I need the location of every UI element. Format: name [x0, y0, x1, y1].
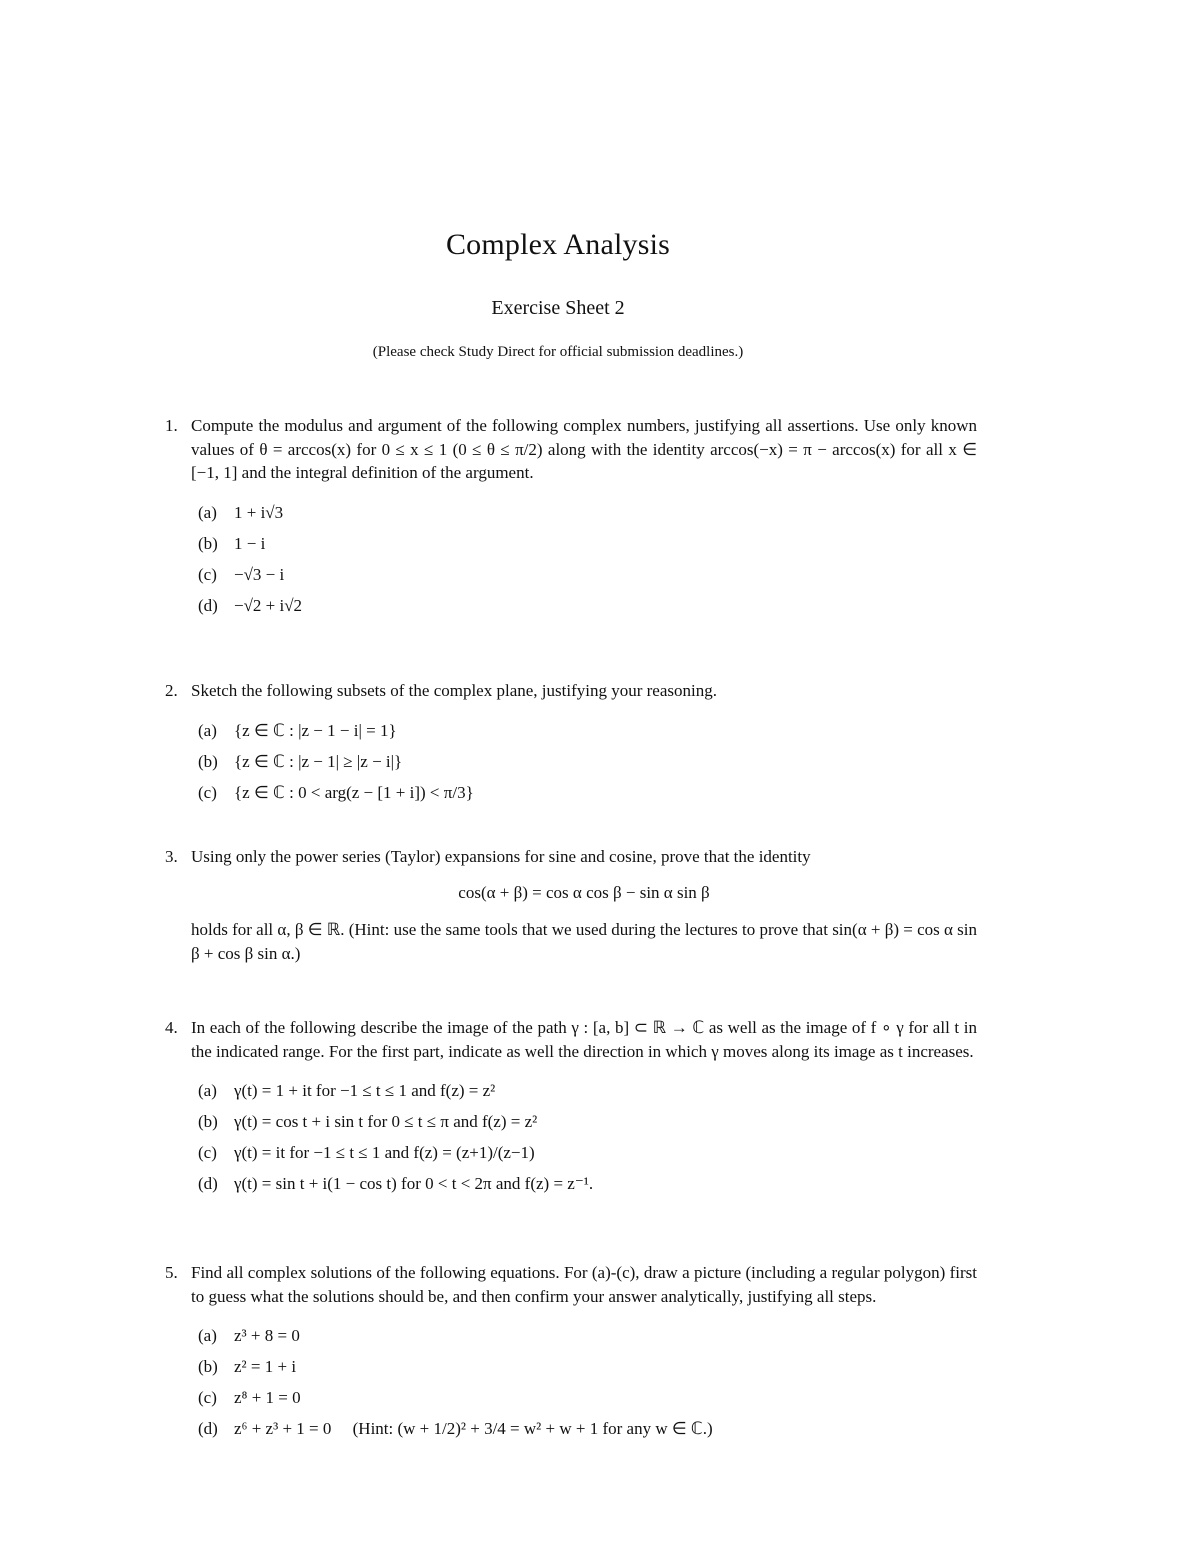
part-label: (b) — [198, 1112, 218, 1131]
part-text: z³ + 8 = 0 — [234, 1326, 300, 1345]
problem-statement: Find all complex solutions of the following equations. For (a)-(c), draw a picture (including a regular polygon) first to guess what the solutions should be, and then confirm your answer analytically, justifying all steps. — [191, 1263, 977, 1306]
problem-parts — [165, 1075, 977, 1199]
problem-3 — [165, 845, 977, 965]
part-label: (c) — [198, 1388, 217, 1407]
document-subtitle: Exercise Sheet 2 — [491, 297, 625, 319]
part-text: {z ∈ ℂ : |z − 1| ≥ |z − i|} — [234, 751, 403, 771]
problem-parts — [165, 497, 977, 621]
part-label: (a) — [198, 502, 217, 522]
problem-number: 1. — [165, 416, 178, 435]
submission-note: (Please check Study Direct for official submission deadlines.) — [372, 344, 744, 360]
part-label: (b) — [198, 1357, 218, 1376]
part-text: {z ∈ ℂ : 0 < arg(z − [1 + i]) < π/3} — [234, 782, 474, 802]
problem-part — [165, 528, 977, 559]
problem-number: 4. — [165, 1018, 178, 1037]
part-label: (d) — [198, 1174, 218, 1193]
problem-part — [165, 590, 977, 621]
part-label: (c) — [198, 1143, 217, 1162]
problem-1 — [165, 414, 977, 621]
problem-number: 2. — [165, 681, 178, 700]
problem-part — [165, 777, 977, 808]
problem-continuation: holds for all α, β ∈ ℝ. (Hint: use the same tools that we used during the lectures to prove that sin(α + β) = cos α sin β + cos β sin α.) — [191, 920, 977, 963]
part-text: z² = 1 + i — [234, 1357, 297, 1376]
part-label: (b) — [198, 533, 218, 553]
problem-5 — [165, 1261, 977, 1444]
part-label: (b) — [198, 751, 218, 771]
problem-part — [165, 1106, 977, 1137]
problem-part — [165, 1075, 977, 1106]
problem-part — [165, 746, 977, 777]
problem-part — [165, 1137, 977, 1168]
problem-part — [165, 559, 977, 590]
part-text: γ(t) = it for −1 ≤ t ≤ 1 and f(z) = (z+1)/(z−1) — [234, 1143, 535, 1162]
problem-part — [165, 1382, 977, 1413]
display-equation: cos(α + β) = cos α cos β − sin α sin β — [458, 882, 710, 902]
problem-statement: In each of the following describe the image of the path γ : [a, b] ⊂ ℝ → ℂ as well as the image of f ∘ γ for all t in the indicated range. For the first part, indicate as well the direction in which γ moves along its image as t increases. — [191, 1018, 977, 1061]
part-text: γ(t) = sin t + i(1 − cos t) for 0 < t < 2π and f(z) = z⁻¹. — [234, 1174, 594, 1193]
part-label: (a) — [198, 1326, 217, 1345]
part-label: (d) — [198, 1419, 218, 1438]
problem-parts — [165, 715, 977, 808]
problem-parts — [165, 1320, 977, 1444]
part-text: z⁶ + z³ + 1 = 0 (Hint: (w + 1/2)² + 3/4 = w² + w + 1 for any w ∈ ℂ.) — [234, 1419, 713, 1438]
part-label: (d) — [198, 595, 218, 615]
part-label: (c) — [198, 782, 217, 802]
problem-statement: Compute the modulus and argument of the following complex numbers, justifying all assertions. Use only known values of θ = arccos(x) for 0 ≤ x ≤ 1 (0 ≤ θ ≤ π/2) along with the identity arccos(−x) = π − arccos(x) for all x ∈ [−1, 1] and the integral definition of the argument. — [191, 416, 977, 482]
problem-2 — [165, 679, 977, 808]
problem-4 — [165, 1016, 977, 1199]
part-text: 1 − i — [234, 533, 266, 553]
problem-part — [165, 1168, 977, 1199]
problem-number: 5. — [165, 1263, 178, 1282]
part-label: (c) — [198, 564, 217, 584]
part-text: γ(t) = 1 + it for −1 ≤ t ≤ 1 and f(z) = z² — [234, 1081, 496, 1100]
problem-part — [165, 1351, 977, 1382]
problem-part — [165, 1320, 977, 1351]
part-text: −√2 + i√2 — [234, 595, 303, 615]
problem-statement: Sketch the following subsets of the complex plane, justifying your reasoning. — [191, 681, 717, 700]
part-label: (a) — [198, 1081, 217, 1100]
problem-part — [165, 715, 977, 746]
part-text: {z ∈ ℂ : |z − 1 − i| = 1} — [234, 720, 397, 740]
part-text: −√3 − i — [234, 564, 285, 584]
problem-statement: Using only the power series (Taylor) expansions for sine and cosine, prove that the identity — [191, 847, 811, 866]
problem-part — [165, 1413, 977, 1444]
part-label: (a) — [198, 720, 217, 740]
part-text: 1 + i√3 — [234, 502, 284, 522]
problem-part — [165, 497, 977, 528]
document-title: Complex Analysis — [445, 228, 671, 261]
problem-number: 3. — [165, 847, 178, 866]
part-text: z⁸ + 1 = 0 — [234, 1388, 301, 1407]
part-text: γ(t) = cos t + i sin t for 0 ≤ t ≤ π and f(z) = z² — [234, 1112, 538, 1131]
